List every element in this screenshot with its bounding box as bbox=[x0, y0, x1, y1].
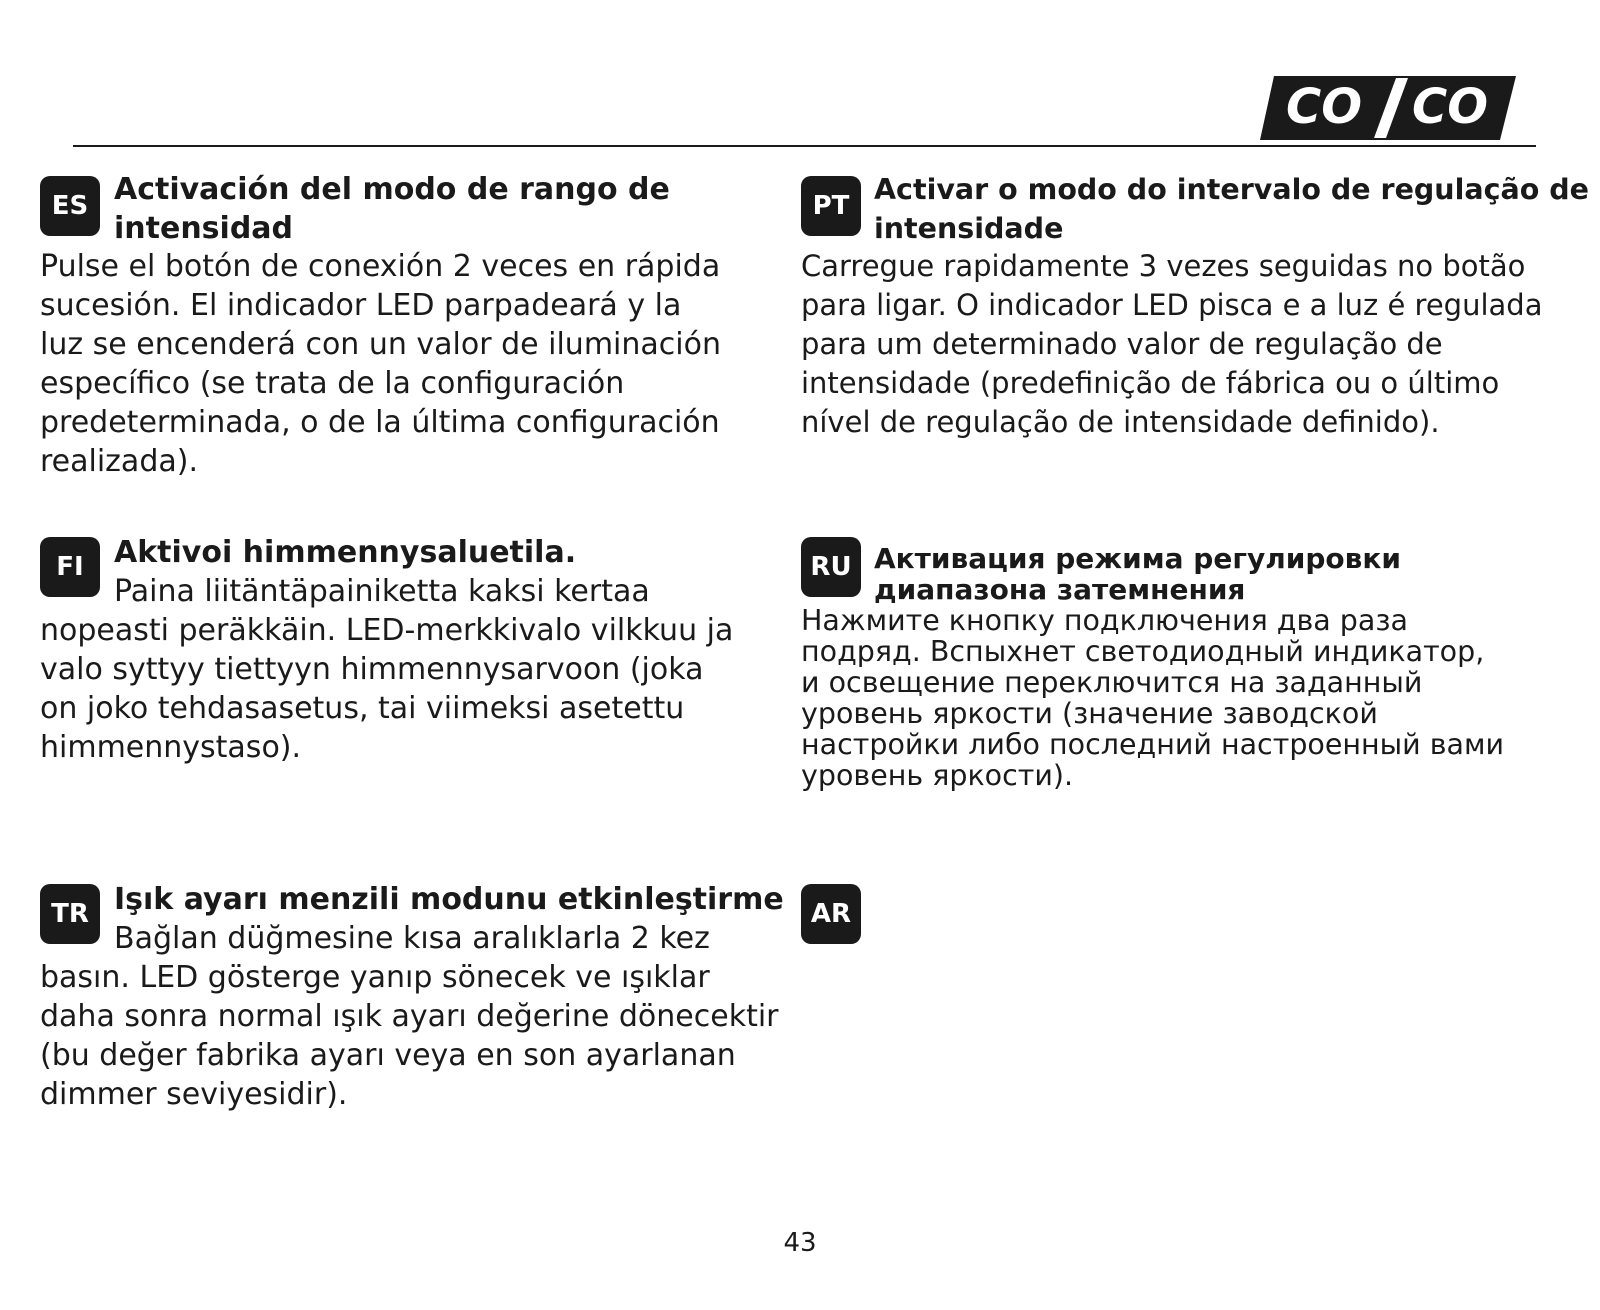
language-badge-ru: RU bbox=[801, 537, 861, 597]
section-body-pt bbox=[801, 247, 1542, 442]
body-line: уровень яркости (значение заводской bbox=[801, 697, 1378, 730]
body-line: luz se encenderá con un valor de iluminación bbox=[40, 327, 721, 362]
section-title-tr bbox=[114, 880, 784, 919]
title-line: Aktivoi himmennysaluetila. bbox=[114, 535, 577, 570]
body-line: intensidade (predefinição de fábrica ou o último bbox=[801, 366, 1500, 400]
body-line: Нажмите кнопку подключения два раза bbox=[801, 604, 1408, 637]
body-line: on joko tehdasasetus, tai viimeksi asetettu bbox=[40, 691, 685, 726]
body-line: predeterminada, o de la última configuración bbox=[40, 405, 720, 440]
section-title-es bbox=[114, 170, 670, 248]
body-line: valo syttyy tiettyyn himmennysarvoon (joka bbox=[40, 652, 704, 687]
language-badge-tr: TR bbox=[40, 884, 100, 944]
title-line: Işık ayarı menzili modunu etkinleştirme bbox=[114, 882, 784, 917]
header-rule bbox=[73, 145, 1536, 147]
section-body-es bbox=[40, 247, 721, 481]
section-body-tr bbox=[40, 919, 779, 1114]
title-line: Активация режима регулировки bbox=[874, 542, 1401, 575]
body-line: para ligar. O indicador LED pisca e a luz é regulada bbox=[801, 288, 1543, 322]
body-line: específico (se trata de la configuración bbox=[40, 366, 625, 401]
language-badge-pt: PT bbox=[801, 176, 861, 236]
section-title-pt bbox=[874, 170, 1589, 248]
body-line: realizada). bbox=[40, 444, 198, 479]
page-number: 43 bbox=[783, 1228, 817, 1258]
section-body-fi bbox=[40, 572, 733, 767]
language-badge-fi: FI bbox=[40, 537, 100, 597]
language-badge-ar: AR bbox=[801, 884, 861, 944]
body-line: para um determinado valor de regulação de bbox=[801, 327, 1443, 361]
body-line: basın. LED gösterge yanıp sönecek ve ışıklar bbox=[40, 960, 710, 995]
title-line: Activar o modo do intervalo de regulação de bbox=[874, 173, 1589, 206]
body-line: daha sonra normal ışık ayarı değerine dönecektir bbox=[40, 999, 779, 1034]
body-line: подряд. Вспыхнет светодиодный индикатор, bbox=[801, 635, 1485, 668]
language-badge-es: ES bbox=[40, 176, 100, 236]
body-line: nível de regulação de intensidade definido). bbox=[801, 405, 1440, 439]
body-line: himmennystaso). bbox=[40, 730, 302, 765]
title-line: диапазона затемнения bbox=[874, 573, 1246, 606]
body-line: sucesión. El indicador LED parpadeará y la bbox=[40, 288, 682, 323]
body-line: уровень яркости). bbox=[801, 759, 1074, 792]
coco-logo bbox=[1258, 74, 1520, 142]
title-line: Activación del modo de rango de bbox=[114, 172, 670, 207]
body-line: Paina liitäntäpainiketta kaksi kertaa bbox=[114, 574, 650, 609]
logo-text-right: CO bbox=[1411, 79, 1489, 135]
section-title-fi bbox=[114, 533, 576, 572]
body-line: (bu değer fabrika ayarı veya en son ayarlanan bbox=[40, 1038, 736, 1073]
body-line: Carregue rapidamente 3 vezes seguidas no botão bbox=[801, 249, 1526, 283]
title-line: intensidade bbox=[874, 212, 1064, 245]
section-title-ru bbox=[874, 543, 1401, 605]
logo-text-left: CO bbox=[1285, 79, 1363, 135]
section-body-ru bbox=[801, 605, 1504, 791]
body-line: nopeasti peräkkäin. LED-merkkivalo vilkkuu ja bbox=[40, 613, 734, 648]
body-line: и освещение переключится на заданный bbox=[801, 666, 1423, 699]
title-line: intensidad bbox=[114, 211, 294, 246]
body-line: Bağlan düğmesine kısa aralıklarla 2 kez bbox=[114, 921, 710, 956]
body-line: Pulse el botón de conexión 2 veces en rápida bbox=[40, 249, 721, 284]
body-line: настройки либо последний настроенный вами bbox=[801, 728, 1505, 761]
body-line: dimmer seviyesidir). bbox=[40, 1077, 348, 1112]
